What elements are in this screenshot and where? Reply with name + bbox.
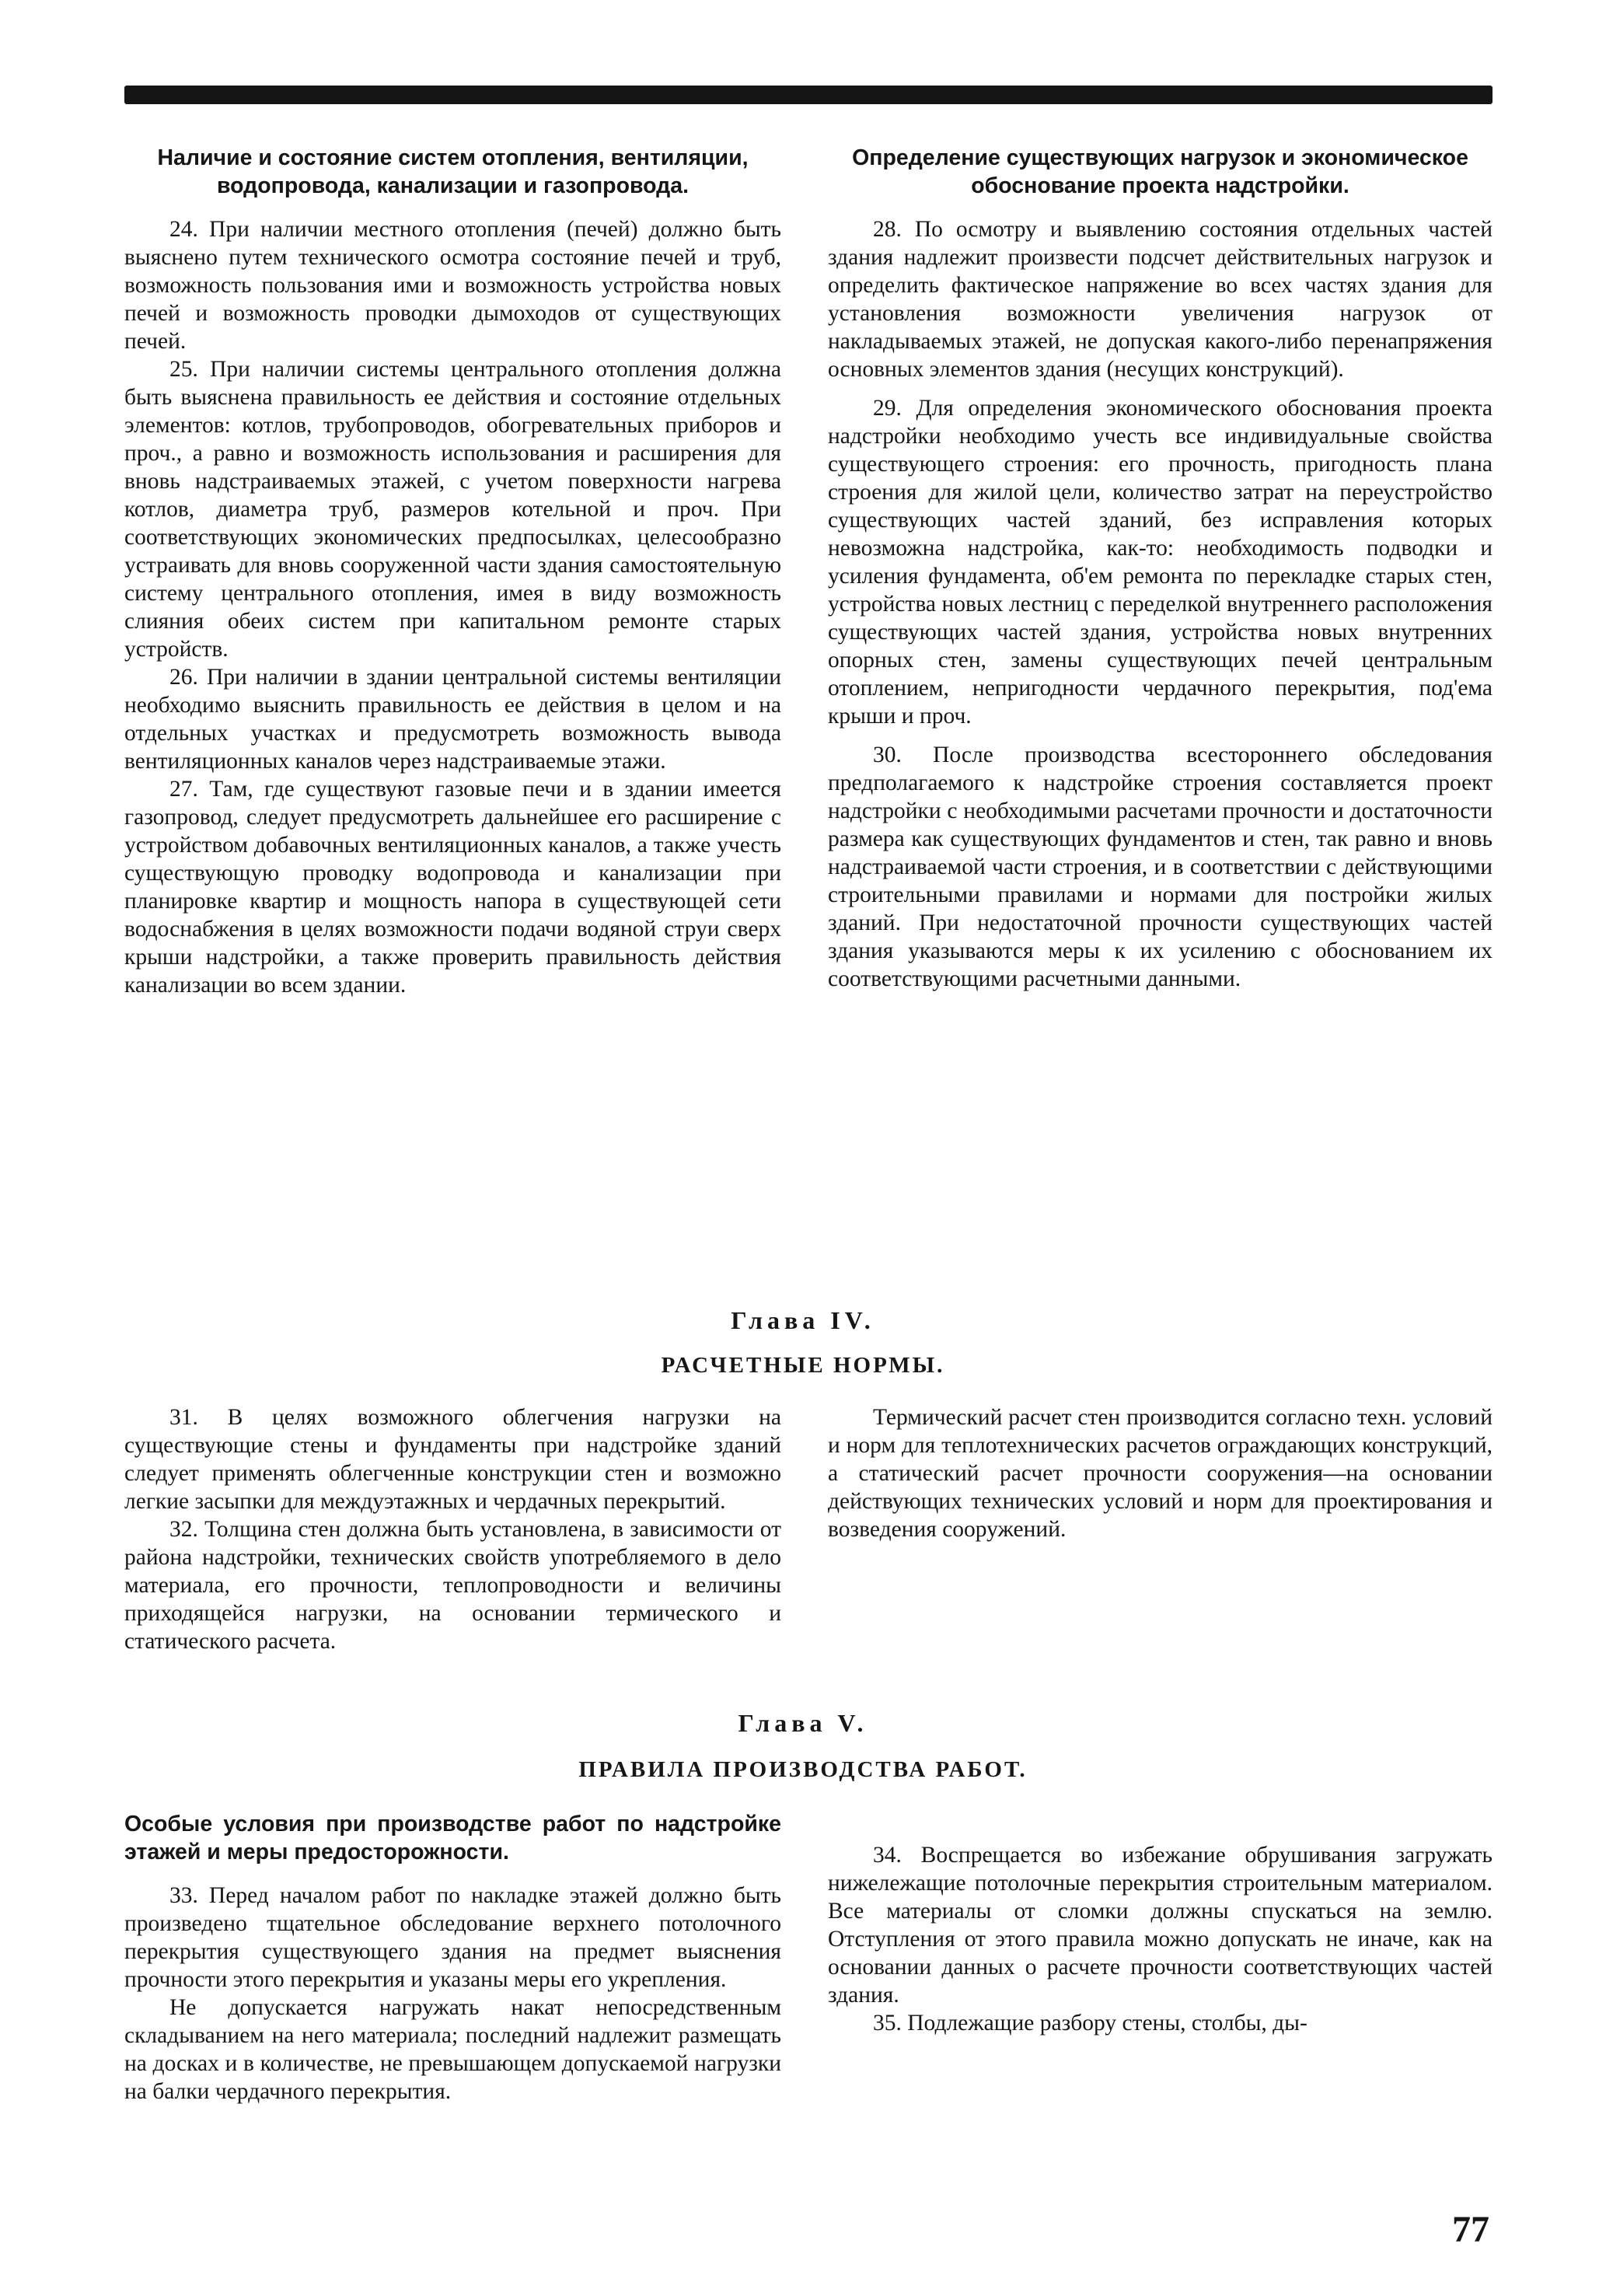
chapter5-right-column: [828, 1810, 1493, 2037]
paragraph-28: 28. По осмотру и выявлению состояния отдельных частей здания надлежит произвести подсчет действительных нагрузок и определить фактическое напряжение во всех частях здания для установления возможности увеличения нагрузок от накладываемых этажей, не допуская какого-либо перенапряжения основных элементов здания (несущих конструкций).: [828, 217, 1493, 382]
page-number: 77: [1452, 2209, 1489, 2250]
heating-systems-heading: Наличие и состояние систем отопления, вентиляции, водопровода, канализации и газопровода.: [157, 145, 749, 198]
paragraph-24: 24. При наличии местного отопления (печей) должно быть выяснено путем технического осмотра состояние печей и труб, возможность пользования ими и возможность устройства новых печей и возможность проводки дымоходов от существующих печей.: [124, 217, 781, 354]
loads-heading: Определение существующих нагрузок и экономическое обоснование проекта надстройки.: [852, 145, 1468, 198]
paragraph-34: 34. Воспрещается во избежание обрушивания загружать нижележащие потолочные перекрытия строительным материалом. Все материалы от сломки должны спускаться на землю. Отступления от этого правила можно допускать не иначе, как на основании данных о расчете прочности соответствующих частей здания.: [828, 1843, 1493, 2008]
chapter4-right-column: [828, 1403, 1493, 1543]
section1-left-column: [124, 144, 781, 999]
chapter-5-title: ПРАВИЛА ПРОИЗВОДСТВА РАБОТ.: [578, 1757, 1028, 1782]
paragraph-25: 25. При наличии системы центрального отопления должна быть выяснена правильность ее действия и состояние отдельных элементов: котлов, трубопроводов, обогревательных приборов и проч., а равно и возможность использования и расширения для вновь надстраиваемых этажей, с учетом поверхности нагрева котлов, диаметра труб, размеров котельной и проч. При соответствующих экономических предпосылках, целесообразно устраивать для вновь сооруженной части здания самостоятельную систему центрального отопления, имея в виду возможность слияния обеих систем при капитальном ремонте старых устройств.: [124, 357, 781, 662]
chapter-5-label: Глава V.: [738, 1709, 868, 1737]
paragraph-30: 30. После производства всестороннего обследования предполагаемого к надстройке строения составляется проект надстройки с необходимыми расчетами прочности и достаточности размера как существующих фундаментов и стен, так равно и вновь надстраиваемой части строения, и в соответствии с действующими строительными правилами и нормами для постройки жилых зданий. При недостаточной прочности существующих частей здания указываются меры к их усилению с обоснованием их соответствующими расчетными данными.: [828, 743, 1493, 991]
paragraph-35: 35. Подлежащие разбору стены, столбы, ды-: [873, 2011, 1307, 2036]
paragraph-31: 31. В целях возможного облегчения нагрузки на существующие стены и фундаменты при надстройке зданий следует применять облегченные конструкции стен и возможно легкие засыпки для междуэтажных и чердачных перекрытий.: [124, 1405, 781, 1514]
paragraph-32: 32. Толщина стен должна быть установлена, в зависимости от района надстройки, технических свойств употребляемого в дело материала, его прочности, теплопроводности и величины приходящейся нагрузки, на основании термического и статического расчета.: [124, 1517, 781, 1654]
special-conditions-heading: Особые условия при производстве работ по надстройке этажей и меры предосторожности.: [124, 1812, 781, 1864]
paragraph-33: 33. Перед началом работ по накладке этажей должно быть произведено тщательное обследование верхнего потолочного перекрытия существующего здания на предмет выяснения прочности этого перекрытия и указаны меры его укрепления.: [124, 1883, 781, 1992]
chapter-4-title: РАСЧЕТНЫЕ НОРМЫ.: [661, 1353, 945, 1378]
chapter5-left-column: [124, 1810, 781, 2106]
paragraph-33-continued: Не допускается нагружать накат непосредственным складыванием на него материала; последний надлежит размещать на досках и в количестве, не превышающем допускаемой нагрузки на балки чердачного перекрытия.: [124, 1995, 781, 2104]
top-rule: [124, 86, 1493, 104]
paragraph-27: 27. Там, где существуют газовые печи и в здании имеется газопровод, следует предусмотреть дальнейшее его расширение с устройством добавочных вентиляционных каналов, а также учесть существующую проводку водопровода и канализации при планировке квартир и мощность напора в существующей сети водоснабжения в целях возможности подачи водяной струи сверх крыши надстройки, а также проверить правильность действия канализации во всем здании.: [124, 777, 781, 998]
paragraph-32-continued: Термический расчет стен производится согласно техн. условий и норм для теплотехнических расчетов ограждающих конструкций, а статический расчет прочности сооружения—на основании действующих технических условий и норм для проектирования и возведения сооружений.: [828, 1405, 1493, 1542]
paragraph-26: 26. При наличии в здании центральной системы вентиляции необходимо выяснить правильность ее действия в целом и на отдельных участках и предусмотреть возможность вывода вентиляционных каналов через надстраиваемые этажи.: [124, 665, 781, 774]
chapter4-left-column: [124, 1403, 781, 1655]
section1-right-column: [828, 144, 1493, 993]
paragraph-29: 29. Для определения экономического обоснования проекта надстройки необходимо учесть все индивидуальные свойства существующего строения: его прочность, пригодность плана строения для жилой цели, количество затрат на переустройство существующих частей зданий, без исправления которых невозможна надстройка, как-то: необходимость подводки и усиления фундамента, об'ем ремонта по перекладке старых стен, устройства новых лестниц с переделкой внутреннего расположения существующих частей здания, устройства новых внутренних опорных стен, замены существующих печей центральным отоплением, непригодности чердачного перекрытия, под'ема крыши и проч.: [828, 396, 1493, 729]
chapter-4-label: Глава IV.: [731, 1306, 875, 1334]
